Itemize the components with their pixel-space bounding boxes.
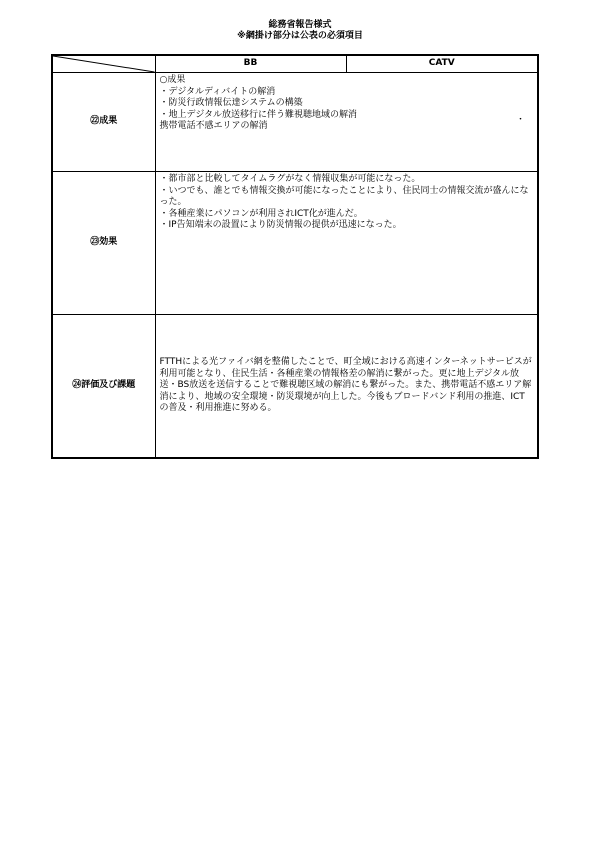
results-row xyxy=(52,73,538,172)
results-label: ㉒成果 xyxy=(52,73,155,172)
effects-line: ・各種産業にパソコンが利用されICT化が進んだ。 xyxy=(159,208,363,219)
diagonal-line xyxy=(53,56,155,72)
results-line: 携帯電話不感エリアの解消 xyxy=(159,121,268,131)
effects-line: ・IP告知端末の設置により防災情報の提供が迅速になった。 xyxy=(159,220,402,230)
results-line: ・デジタルディバイトの解消 xyxy=(159,86,276,97)
effects-line: ・都市部と比較してタイムラグがなく情報収集が可能になった。 xyxy=(159,174,421,184)
column-header-bb: BB xyxy=(155,55,346,73)
effects-content xyxy=(155,172,538,315)
effects-row xyxy=(52,172,538,315)
stray-bullet: ・ xyxy=(515,115,525,125)
evaluation-text: FTTHによる光ファイバ網を整備したことで、町全域における高速インターネットサービスが利用可能となり、住民生活・各種産業の情報格差の解消に繋がった。更に地上デジタル放送・BS放送を送信することで難視聴区域の解消にも繋がった。また、携帯電話不感エリア解消により、地域の安全環境・防災環境が向上した。今後もブロードバンド利用の推進、ICTの普及・利用推進に努める。 xyxy=(159,357,532,414)
results-line: ・地上デジタル放送移行に伴う難視聴地域の解消 xyxy=(159,109,357,120)
report-table xyxy=(51,54,539,459)
results-content xyxy=(155,73,538,172)
header-row xyxy=(52,55,538,73)
evaluation-label: ㉔評価及び課題 xyxy=(52,315,155,459)
report-subtitle: ※網掛け部分は公表の必須項目 xyxy=(237,31,363,41)
results-line: ○成果 xyxy=(159,75,186,85)
column-header-catv: CATV xyxy=(346,55,538,73)
report-header xyxy=(0,20,600,42)
evaluation-content xyxy=(155,315,538,459)
corner-cell xyxy=(52,55,155,73)
evaluation-row xyxy=(52,315,538,459)
report-title: 総務省報告様式 xyxy=(268,20,332,30)
effects-line: ・いつでも、誰とでも情報交換が可能になったことにより、住民同士の情報交流が盛んになった。 xyxy=(159,185,529,207)
effects-label: ㉓効果 xyxy=(52,172,155,315)
results-line: ・防災行政情報伝達システムの構築 xyxy=(159,98,303,108)
